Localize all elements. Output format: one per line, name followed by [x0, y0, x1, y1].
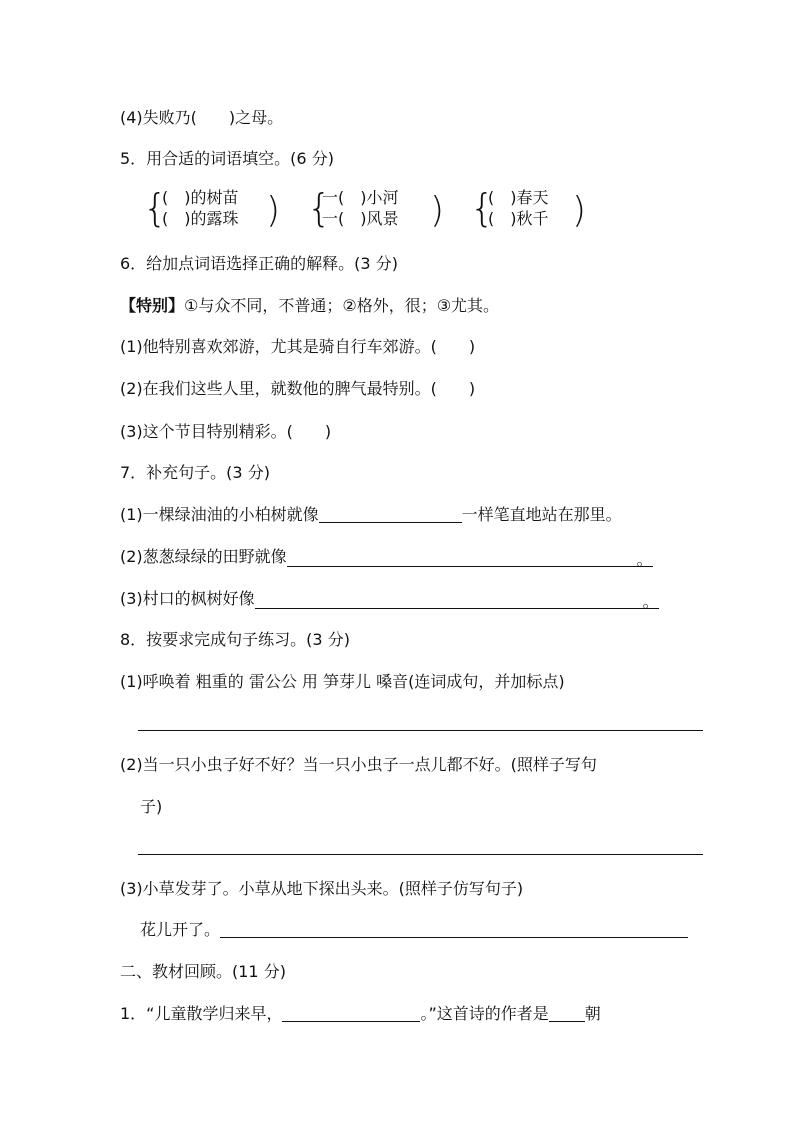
q6-title: 6．给加点词语选择正确的解释。(3 分) — [120, 254, 398, 273]
q5-group2-left-brace: { — [307, 186, 332, 230]
q6-item-2: (2)在我们这些人里，就数他的脾气最特别。( ) — [120, 379, 476, 398]
q7-2-period: 。 — [636, 550, 653, 569]
q7-1-prefix: (1)一棵绿油油的小柏树就像 — [120, 505, 319, 524]
q7-1-blank[interactable] — [319, 504, 462, 523]
q6-item-3: (3)这个节目特别精彩。( ) — [120, 422, 332, 441]
q5-group2-item-b: 一( )风景 — [322, 209, 399, 228]
s2-1-middle: 。”这首诗的作者是 — [420, 1004, 549, 1023]
s2-1-blank-dynasty[interactable] — [549, 1003, 585, 1022]
q5-group1-right-paren: ) — [266, 190, 281, 231]
q5-group3-right-paren: ) — [572, 190, 587, 231]
q8-1-answer-line[interactable] — [138, 730, 703, 731]
q7-item-1 — [120, 503, 622, 527]
q7-1-suffix: 一样笔直地站在那里。 — [461, 505, 622, 524]
q7-item-2 — [120, 545, 653, 569]
q8-3-blank[interactable] — [220, 919, 688, 938]
section-2-title: 二、教材回顾。(11 分) — [120, 962, 286, 981]
s2-1-prefix: 1．“儿童散学归来早， — [120, 1004, 283, 1023]
s2-1-suffix: 朝 — [584, 1004, 601, 1023]
q8-title: 8．按要求完成句子练习。(3 分) — [120, 630, 350, 649]
q7-title: 7．补充句子。(3 分) — [120, 463, 270, 482]
q5-group3-left-brace: { — [470, 186, 495, 230]
q7-3-prefix: (3)村口的枫树好像 — [120, 589, 255, 608]
q6-definition — [120, 294, 499, 318]
q7-2-prefix: (2)葱葱绿绿的田野就像 — [120, 547, 287, 566]
q8-item-2-line2: 子) — [140, 797, 163, 816]
q6-item-1: (1)他特别喜欢郊游，尤其是骑自行车郊游。( ) — [120, 337, 476, 356]
q5-group3-item-a: ( )春天 — [488, 188, 549, 207]
q5-group3-item-b: ( )秋千 — [488, 209, 549, 228]
q8-3-prompt: 花儿开了。 — [140, 920, 221, 939]
q7-item-3 — [120, 587, 659, 611]
q7-3-period: 。 — [642, 592, 659, 611]
q8-2-answer-line[interactable] — [138, 854, 703, 855]
q5-group1-left-brace: { — [143, 186, 168, 230]
q8-item-1: (1)呼唤着 粗重的 雷公公 用 笋芽儿 嗓音(连词成句，并加标点) — [120, 672, 565, 691]
q8-3-answer — [140, 918, 688, 942]
q6-def-label: 【特别】 — [120, 296, 185, 315]
q8-item-3: (3)小草发芽了。小草从地下探出头来。(照样子仿写句子) — [120, 879, 524, 898]
q8-item-2-line1: (2)当一只小虫子好不好？当一只小虫子一点儿都不好。(照样子写句 — [120, 755, 597, 774]
q5-group2-item-a: 一( )小河 — [322, 188, 399, 207]
q7-3-blank[interactable] — [255, 590, 659, 609]
q6-def-text: ①与众不同，不普通；②格外，很；③尤其。 — [184, 296, 500, 315]
s2-item-1 — [120, 1002, 601, 1026]
q5-group2-right-paren: ) — [430, 190, 445, 231]
s2-1-blank-poem[interactable] — [282, 1003, 420, 1022]
q5-title: 5．用合适的词语填空。(6 分) — [120, 149, 334, 168]
q5-group1-item-b: ( )的露珠 — [162, 209, 239, 228]
q7-2-blank[interactable] — [287, 548, 653, 567]
q5-group1-item-a: ( )的树苗 — [162, 188, 239, 207]
q4-line: (4)失败乃( )之母。 — [120, 108, 284, 127]
